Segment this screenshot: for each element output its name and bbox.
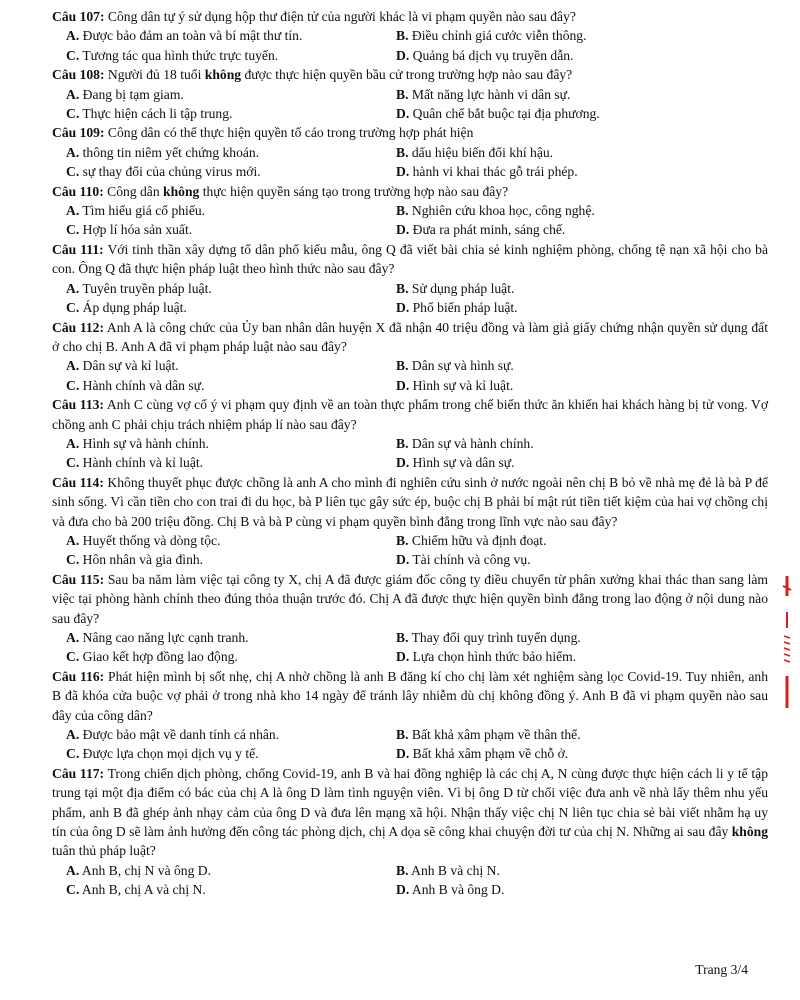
option-letter: A.	[66, 630, 80, 645]
answer-options	[52, 531, 768, 570]
question-block	[52, 395, 768, 473]
option-text: Anh B, chị N và ông D.	[81, 862, 212, 878]
question-text: Sau ba năm làm việc tại công ty X, chị A đã được giám đốc công ty điều chuyển từ phân xưởng khai thác than sang làm việc tại phòng hành chính theo đúng thỏa thuận trước đó. Chị A đã được thực hiện quyền bình đẳng trong lao động ở nội dung nào sau đây?	[52, 571, 768, 626]
option-letter: D.	[396, 106, 410, 122]
answer-option	[382, 26, 768, 45]
question-stem	[52, 764, 768, 861]
emphasis-text: không	[204, 67, 242, 83]
option-letter: A.	[66, 86, 80, 102]
option-text: Nâng cao năng lực cạnh tranh.	[82, 630, 249, 645]
option-letter: D.	[396, 455, 410, 471]
question-text: Người đủ 18 tuổi	[107, 67, 205, 83]
option-letter: B.	[396, 532, 409, 548]
option-text: Hình sự và kỉ luật.	[412, 377, 514, 393]
question-stem	[52, 318, 768, 357]
option-letter: A.	[66, 727, 80, 743]
answer-option	[382, 298, 768, 317]
option-text: Hôn nhân và gia đình.	[82, 552, 204, 568]
question-text: Công dân tự ý sử dụng hộp thư điện tử của người khác là vi phạm quyền nào sau đây?	[107, 9, 576, 24]
option-letter: D.	[396, 882, 410, 898]
option-text: Thực hiện cách li tập trung.	[82, 106, 233, 122]
question-block	[52, 7, 768, 65]
answer-option	[52, 26, 382, 45]
question-text: tuân thủ pháp luật?	[52, 843, 156, 859]
question-block	[52, 667, 768, 764]
answer-options	[52, 725, 768, 764]
option-letter: C.	[66, 106, 80, 122]
answer-options	[52, 356, 768, 395]
answer-option	[52, 453, 382, 472]
option-text: Hành chính và kỉ luật.	[82, 455, 204, 471]
option-text: Điều chỉnh giá cước viễn thông.	[411, 28, 587, 44]
option-letter: A.	[66, 28, 80, 44]
question-block	[52, 240, 768, 318]
option-letter: C.	[66, 552, 80, 568]
answer-option	[382, 880, 768, 899]
question-block	[52, 318, 768, 396]
answer-option	[382, 279, 768, 298]
question-text: Anh A là công chức của Ủy ban nhân dân huyện X đã nhận 40 triệu đồng và làm giả giấy chứng nhận quyền sử dụng đất ở cho chị B. Anh A đã vi phạm pháp luật nào sau đây?	[52, 319, 768, 354]
question-block	[52, 65, 768, 123]
emphasis-text: không	[731, 824, 768, 840]
question-number: Câu 116:	[52, 668, 105, 684]
answer-options	[52, 628, 768, 667]
option-letter: A.	[66, 280, 80, 296]
option-text: Tài chính và công vụ.	[412, 552, 531, 568]
answer-option	[382, 46, 768, 65]
answer-option	[52, 531, 382, 550]
answer-option	[382, 104, 768, 123]
option-text: Được bảo mật về danh tính cá nhân.	[82, 727, 280, 743]
question-block	[52, 473, 768, 570]
answer-option	[52, 550, 382, 569]
answer-options	[52, 85, 768, 124]
question-list	[52, 7, 768, 900]
option-text: Anh B và ông D.	[411, 882, 505, 898]
question-text: Trong chiến dịch phòng, chống Covid-19, anh B và hai đồng nghiệp là các chị A, N cùng được thực hiện cách li y tế tập trung tại một địa điểm có bác của chị A là ông D làm tình nguyện viên. Vì bị ông D từ chối việc đưa anh về nhà lấy thêm nhu yếu phẩm, anh B đã ghép ảnh nhạy cảm của ông D và đưa lên mạng xã hội. Nhận thấy việc chị N liên tục chia sẻ bài viết nhằm hạ uy tín của ông D sẽ làm ảnh hưởng đến công tác phòng dịch, chị A dọa sẽ công khai chuyện đời tư của chị N. Những ai sau đây	[52, 765, 768, 840]
option-letter: D.	[396, 746, 410, 762]
question-number: Câu 113:	[52, 397, 104, 413]
question-stem	[52, 123, 768, 142]
answer-option	[382, 201, 768, 220]
option-letter: B.	[396, 435, 409, 451]
option-text: Dân sự và kỉ luật.	[82, 358, 179, 374]
question-block	[52, 182, 768, 240]
answer-option	[52, 279, 382, 298]
option-letter: B.	[396, 280, 409, 296]
option-text: thông tin niêm yết chứng khoán.	[82, 144, 260, 160]
option-letter: A.	[66, 435, 80, 451]
page-number: Trang 3/4	[695, 962, 748, 977]
option-text: Mất năng lực hành vi dân sự.	[411, 86, 571, 102]
answer-options	[52, 143, 768, 182]
answer-option	[382, 356, 768, 375]
question-number: Câu 108:	[52, 67, 105, 83]
question-number: Câu 112:	[52, 319, 104, 335]
option-letter: D.	[396, 300, 410, 316]
option-text: sự thay đổi của chủng virus mới.	[82, 164, 261, 180]
option-letter: D.	[396, 552, 410, 568]
answer-option	[382, 376, 768, 395]
question-text: Công dân	[107, 183, 164, 199]
question-stem	[52, 7, 768, 26]
option-text: dấu hiệu biến đổi khí hậu.	[411, 144, 554, 160]
answer-option	[382, 744, 768, 763]
question-stem	[52, 570, 768, 628]
answer-option	[52, 143, 382, 162]
answer-option	[52, 201, 382, 220]
option-letter: B.	[396, 862, 409, 878]
answer-option	[382, 725, 768, 744]
option-letter: B.	[396, 86, 409, 102]
option-letter: D.	[396, 377, 410, 393]
question-number: Câu 109:	[52, 125, 105, 141]
option-letter: A.	[66, 862, 80, 878]
option-letter: D.	[396, 649, 410, 665]
answer-option	[52, 628, 382, 647]
option-letter: B.	[396, 203, 409, 219]
option-text: Sử dụng pháp luật.	[411, 280, 515, 296]
question-number: Câu 117:	[52, 765, 105, 781]
question-stem	[52, 395, 768, 434]
answer-options	[52, 279, 768, 318]
option-letter: B.	[396, 630, 409, 645]
option-text: Tuyên truyền pháp luật.	[82, 280, 212, 296]
answer-options	[52, 201, 768, 240]
answer-option	[382, 162, 768, 181]
question-stem	[52, 667, 768, 725]
option-text: Huyết thống và dòng tộc.	[82, 532, 221, 548]
answer-option	[52, 220, 382, 239]
option-text: Nghiên cứu khoa học, công nghệ.	[411, 203, 595, 219]
option-letter: B.	[396, 358, 409, 374]
answer-option	[382, 143, 768, 162]
option-text: Được lựa chọn mọi dịch vụ y tế.	[82, 746, 259, 762]
answer-option	[52, 725, 382, 744]
answer-option	[52, 356, 382, 375]
option-letter: C.	[66, 455, 80, 471]
question-text: Phát hiện mình bị sốt nhẹ, chị A nhờ chồng là anh B đăng kí cho chị làm xét nghiệm sàng lọc Covid-19. Tuy nhiên, anh B đã khóa cửa buộc vợ phải ở trong nhà kho 14 ngày để tránh lây nhiễm dù chị không đồng ý. Anh B đã vi phạm quyền nào sau đây của công dân?	[52, 668, 768, 723]
option-text: Hình sự và dân sự.	[412, 455, 515, 471]
option-text: Thay đổi quy trình tuyển dụng.	[411, 630, 581, 645]
question-number: Câu 111:	[52, 241, 104, 257]
answer-option	[382, 453, 768, 472]
option-text: Đang bị tạm giam.	[82, 86, 184, 102]
option-text: Đưa ra phát minh, sáng chế.	[412, 222, 566, 238]
option-text: Áp dụng pháp luật.	[82, 300, 187, 316]
answer-option	[52, 162, 382, 181]
question-text: Không thuyết phục được chồng là anh A cho mình đi nghiên cứu sinh ở nước ngoài nên chị B bỏ về nhà mẹ đẻ là bà P để sinh sống. Vì cần tiền cho con trai đi du học, bà P liên tục gây sức ép, buộc chị B phải bí mật rút tiền tiết kiệm của hai vợ chồng chị và đưa cho bà 200 triệu đồng. Chị B và bà P cùng vi phạm quyền bình đẳng trong lĩnh vực nào sau đây?	[52, 474, 768, 529]
answer-option	[382, 85, 768, 104]
option-letter: D.	[396, 164, 410, 180]
answer-option	[382, 628, 768, 647]
answer-options	[52, 861, 768, 900]
answer-option	[52, 861, 382, 880]
question-text: thực hiện quyền sáng tạo trong trường hợp nào sau đây?	[199, 183, 509, 199]
option-letter: C.	[66, 377, 80, 393]
option-text: Lựa chọn hình thức bảo hiểm.	[412, 649, 577, 665]
answer-option	[52, 298, 382, 317]
option-text: Hợp lí hóa sản xuất.	[82, 222, 193, 238]
answer-option	[52, 104, 382, 123]
option-letter: D.	[396, 222, 410, 238]
option-letter: C.	[66, 649, 80, 665]
option-text: Giao kết hợp đồng lao động.	[82, 649, 238, 665]
option-text: Phổ biến pháp luật.	[412, 300, 518, 316]
answer-option	[382, 531, 768, 550]
option-letter: C.	[66, 882, 80, 898]
option-letter: A.	[66, 203, 80, 219]
answer-option	[382, 220, 768, 239]
option-letter: C.	[66, 47, 80, 63]
question-text: Công dân có thể thực hiện quyền tố cáo trong trường hợp phát hiện	[107, 125, 474, 141]
answer-option	[382, 647, 768, 666]
answer-option	[52, 376, 382, 395]
option-text: Anh B và chị N.	[411, 862, 500, 878]
option-letter: C.	[66, 164, 80, 180]
option-letter: B.	[396, 727, 409, 743]
answer-options	[52, 26, 768, 65]
question-number: Câu 110:	[52, 183, 104, 199]
question-stem	[52, 473, 768, 531]
question-text: được thực hiện quyền bầu cử trong trường hợp nào sau đây?	[241, 67, 573, 83]
option-text: hành vi khai thác gỗ trái phép.	[412, 164, 578, 180]
question-text: Với tinh thần xây dựng tổ dân phố kiểu mẫu, ông Q đã viết bài chia sẻ kinh nghiệm phòng, chống tệ nạn xã hội cho bà con. Ông Q đã thực hiện pháp luật theo hình thức nào sau đây?	[52, 241, 769, 277]
option-text: Chiếm hữu và định đoạt.	[411, 532, 547, 548]
question-number: Câu 115:	[52, 571, 105, 587]
option-text: Dân sự và hình sự.	[411, 358, 514, 374]
answer-option	[52, 744, 382, 763]
answer-option	[382, 550, 768, 569]
question-number: Câu 114:	[52, 474, 104, 490]
answer-option	[52, 85, 382, 104]
answer-option	[382, 434, 768, 453]
answer-option	[52, 46, 382, 65]
option-text: Anh B, chị A và chị N.	[81, 882, 206, 898]
answer-option	[382, 861, 768, 880]
option-letter: A.	[66, 144, 80, 160]
option-text: Dân sự và hành chính.	[411, 435, 534, 451]
option-text: Quân chế bắt buộc tại địa phương.	[412, 106, 600, 122]
option-letter: C.	[66, 746, 80, 762]
question-block	[52, 570, 768, 667]
option-letter: B.	[396, 144, 409, 160]
question-number: Câu 107:	[52, 9, 105, 24]
option-text: Quảng bá dịch vụ truyền dẫn.	[412, 47, 574, 63]
option-letter: C.	[66, 222, 80, 238]
question-block	[52, 123, 768, 181]
option-text: Hình sự và hành chính.	[82, 435, 209, 451]
question-block	[52, 764, 768, 900]
option-letter: B.	[396, 28, 409, 44]
answer-option	[52, 880, 382, 899]
option-text: Bất khả xâm phạm về thân thể.	[411, 727, 581, 743]
option-text: Hành chính và dân sự.	[82, 377, 205, 393]
answer-option	[52, 434, 382, 453]
option-letter: A.	[66, 532, 80, 548]
answer-option	[52, 647, 382, 666]
question-stem	[52, 240, 768, 279]
option-letter: A.	[66, 358, 80, 374]
question-stem	[52, 182, 768, 201]
question-text: Anh C cùng vợ cố ý vi phạm quy định về an toàn thực phẩm trong chế biến thức ăn khiến hai khách hàng bị tử vong. Vợ chồng anh C phải chịu trách nhiệm pháp lí nào sau đây?	[52, 397, 769, 432]
option-text: Được bảo đảm an toàn và bí mật thư tín.	[82, 28, 303, 44]
red-stamp-mark	[780, 576, 794, 708]
option-letter: D.	[396, 47, 410, 63]
emphasis-text: không	[163, 183, 200, 199]
option-letter: C.	[66, 300, 80, 316]
option-text: Tương tác qua hình thức trực tuyến.	[82, 47, 279, 63]
option-text: Tìm hiểu giá cổ phiếu.	[82, 203, 206, 219]
answer-options	[52, 434, 768, 473]
question-stem	[52, 65, 768, 84]
option-text: Bất khả xâm phạm về chỗ ở.	[412, 746, 569, 762]
